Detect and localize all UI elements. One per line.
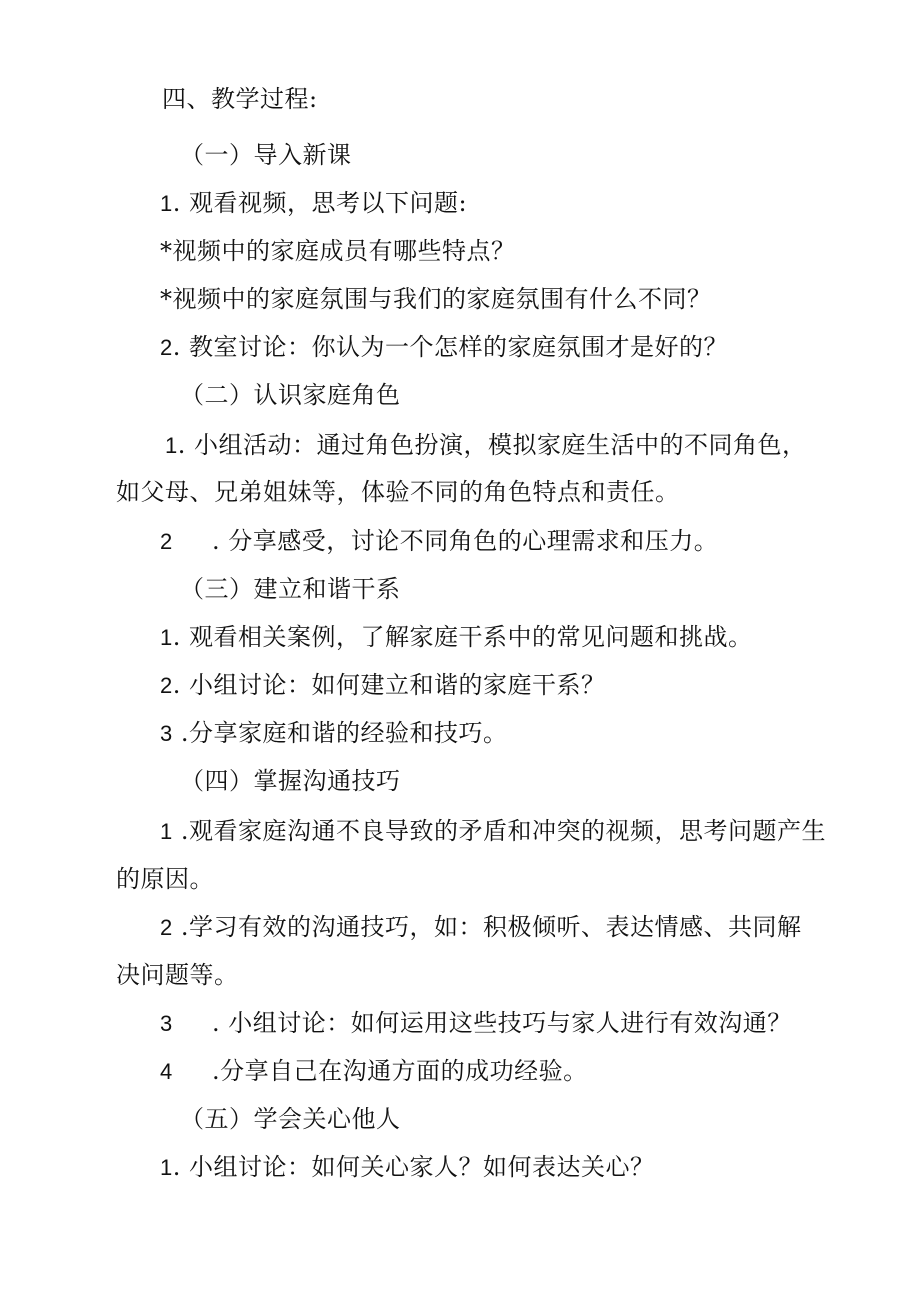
- list-item: [160, 332, 728, 363]
- part-heading: （二）认识家庭角色: [180, 381, 401, 409]
- item-text: . 小组讨论：如何运用这些技巧与家人进行有效沟通？: [212, 1009, 792, 1037]
- list-item: [160, 1008, 792, 1039]
- list-item: [165, 430, 807, 461]
- part-heading: （五）学会关心他人: [180, 1105, 401, 1133]
- list-item: [160, 718, 508, 749]
- item-number: 2: [160, 915, 173, 940]
- item-number: 2: [160, 529, 173, 554]
- list-item-continuation: 如父母、兄弟姐妹等，体验不同的角色特点和责任。: [116, 478, 680, 506]
- item-text: . 小组讨论：如何关心家人？如何表达关心？: [172, 1153, 655, 1181]
- item-text: .学习有效的沟通技巧，如：积极倾听、表达情感、共同解: [172, 913, 802, 941]
- item-text: . 小组活动：通过角色扮演，模拟家庭生活中的不同角色，: [177, 431, 807, 459]
- item-text: .观看家庭沟通不良导致的矛盾和冲突的视频，思考问题产生: [172, 817, 827, 845]
- item-text: .分享家庭和谐的经验和技巧。: [172, 719, 508, 747]
- part-heading: （一）导入新课: [180, 141, 352, 169]
- part-heading: （四）掌握沟通技巧: [180, 767, 401, 795]
- list-item-continuation: 的原因。: [116, 865, 214, 893]
- list-item: *视频中的家庭氛围与我们的家庭氛围有什么不同？: [160, 285, 712, 313]
- item-text: .分享自己在沟通方面的成功经验。: [212, 1057, 588, 1085]
- item-number: 1: [160, 191, 173, 216]
- list-item: *视频中的家庭成员有哪些特点？: [160, 237, 516, 265]
- item-text: . 分享感受，讨论不同角色的心理需求和压力。: [212, 527, 719, 555]
- list-item: [160, 622, 753, 653]
- item-text: . 观看相关案例，了解家庭干系中的常见问题和挑战。: [172, 623, 753, 651]
- item-number: 1: [165, 433, 178, 458]
- list-item: [160, 526, 718, 557]
- list-item: [160, 188, 467, 219]
- item-text: . 小组讨论：如何建立和谐的家庭干系？: [172, 671, 606, 699]
- item-number: 4: [160, 1059, 173, 1084]
- item-number: 1: [160, 625, 173, 650]
- item-text: . 教室讨论：你认为一个怎样的家庭氛围才是好的？: [172, 333, 729, 361]
- part-heading: （三）建立和谐干系: [180, 575, 401, 603]
- item-number: 2: [160, 335, 173, 360]
- list-item: [160, 912, 802, 943]
- list-item: [160, 816, 826, 847]
- list-item: [160, 1152, 655, 1183]
- item-number: 2: [160, 673, 173, 698]
- item-number: 3: [160, 721, 173, 746]
- list-item: [160, 1056, 588, 1087]
- item-text: . 观看视频，思考以下问题:: [172, 189, 468, 217]
- item-number: 1: [160, 1155, 173, 1180]
- list-item: [160, 670, 606, 701]
- item-number: 3: [160, 1011, 173, 1036]
- list-item-continuation: 决问题等。: [116, 961, 239, 989]
- section-title: 四、教学过程:: [162, 85, 318, 113]
- item-number: 1: [160, 819, 173, 844]
